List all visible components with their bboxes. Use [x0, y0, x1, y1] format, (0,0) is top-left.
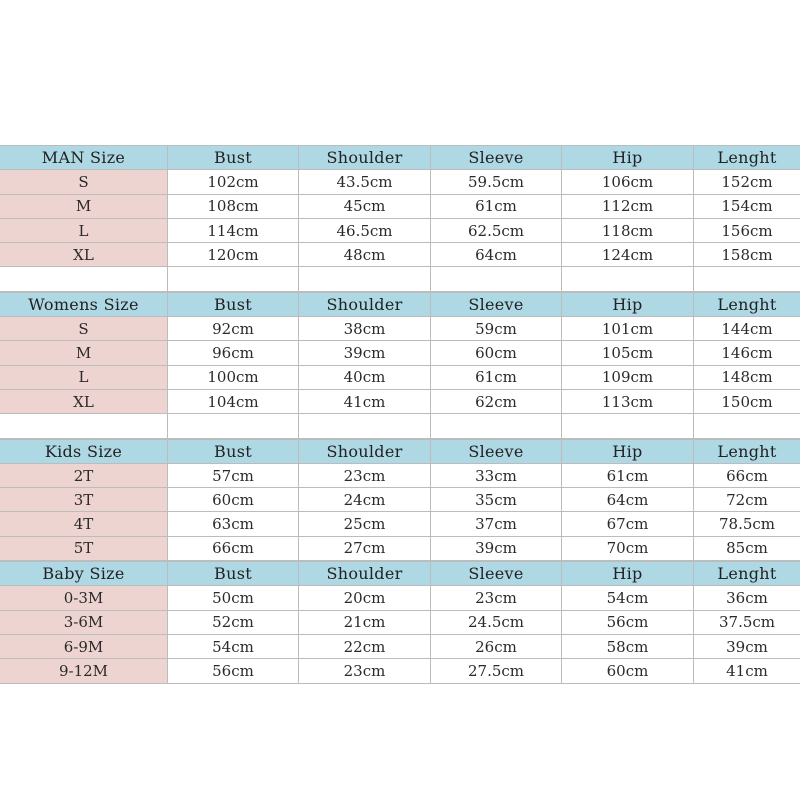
column-header-bust: Bust: [168, 293, 299, 317]
table-row: [0, 586, 800, 610]
column-header-hip: Hip: [562, 562, 694, 586]
bust-value: 114cm: [168, 219, 299, 243]
sleeve-value: 33cm: [431, 464, 562, 488]
empty-cell: [0, 267, 168, 291]
table-row: [0, 195, 800, 219]
section-title: Womens Size: [0, 293, 168, 317]
empty-cell: [299, 414, 431, 438]
bust-value: 52cm: [168, 611, 299, 635]
column-header-length: Lenght: [694, 293, 800, 317]
shoulder-value: 25cm: [299, 512, 431, 536]
hip-value: 61cm: [562, 464, 694, 488]
sleeve-value: 60cm: [431, 341, 562, 365]
length-value: 152cm: [694, 170, 800, 194]
shoulder-value: 24cm: [299, 488, 431, 512]
column-header-sleeve: Sleeve: [431, 440, 562, 464]
size-label: S: [0, 317, 168, 341]
hip-value: 118cm: [562, 219, 694, 243]
section-title: Kids Size: [0, 440, 168, 464]
length-value: 72cm: [694, 488, 800, 512]
shoulder-value: 21cm: [299, 611, 431, 635]
table-row: [0, 611, 800, 635]
size-label: 4T: [0, 512, 168, 536]
table-row: [0, 512, 800, 536]
bust-value: 92cm: [168, 317, 299, 341]
length-value: 146cm: [694, 341, 800, 365]
hip-value: 112cm: [562, 195, 694, 219]
section-womens: [0, 292, 800, 439]
sleeve-value: 59cm: [431, 317, 562, 341]
column-header-sleeve: Sleeve: [431, 562, 562, 586]
size-label: L: [0, 219, 168, 243]
bust-value: 50cm: [168, 586, 299, 610]
length-value: 39cm: [694, 635, 800, 659]
table-row: [0, 390, 800, 414]
column-header-shoulder: Shoulder: [299, 146, 431, 170]
section-kids: [0, 439, 800, 561]
size-label: 6-9M: [0, 635, 168, 659]
bust-value: 96cm: [168, 341, 299, 365]
length-value: 154cm: [694, 195, 800, 219]
empty-cell: [0, 414, 168, 438]
section-title: Baby Size: [0, 562, 168, 586]
header-row: [0, 145, 800, 170]
column-header-bust: Bust: [168, 146, 299, 170]
hip-value: 70cm: [562, 537, 694, 561]
hip-value: 113cm: [562, 390, 694, 414]
shoulder-value: 43.5cm: [299, 170, 431, 194]
column-header-sleeve: Sleeve: [431, 146, 562, 170]
length-value: 37.5cm: [694, 611, 800, 635]
column-header-length: Lenght: [694, 440, 800, 464]
shoulder-value: 23cm: [299, 464, 431, 488]
column-header-length: Lenght: [694, 562, 800, 586]
column-header-shoulder: Shoulder: [299, 293, 431, 317]
section-man: [0, 145, 800, 292]
sleeve-value: 59.5cm: [431, 170, 562, 194]
length-value: 158cm: [694, 243, 800, 267]
bust-value: 100cm: [168, 366, 299, 390]
bust-value: 108cm: [168, 195, 299, 219]
size-label: M: [0, 341, 168, 365]
size-label: 3T: [0, 488, 168, 512]
hip-value: 101cm: [562, 317, 694, 341]
sleeve-value: 27.5cm: [431, 659, 562, 683]
hip-value: 58cm: [562, 635, 694, 659]
length-value: 78.5cm: [694, 512, 800, 536]
empty-cell: [694, 414, 800, 438]
hip-value: 106cm: [562, 170, 694, 194]
bust-value: 54cm: [168, 635, 299, 659]
empty-cell: [431, 267, 562, 291]
sleeve-value: 37cm: [431, 512, 562, 536]
hip-value: 60cm: [562, 659, 694, 683]
table-row: [0, 537, 800, 561]
length-value: 85cm: [694, 537, 800, 561]
sleeve-value: 39cm: [431, 537, 562, 561]
shoulder-value: 27cm: [299, 537, 431, 561]
empty-cell: [562, 267, 694, 291]
bust-value: 102cm: [168, 170, 299, 194]
size-label: 9-12M: [0, 659, 168, 683]
size-label: 2T: [0, 464, 168, 488]
column-header-hip: Hip: [562, 440, 694, 464]
bust-value: 56cm: [168, 659, 299, 683]
shoulder-value: 39cm: [299, 341, 431, 365]
header-row: [0, 561, 800, 586]
spacer-row: [0, 414, 800, 438]
header-row: [0, 292, 800, 317]
shoulder-value: 40cm: [299, 366, 431, 390]
shoulder-value: 41cm: [299, 390, 431, 414]
sleeve-value: 35cm: [431, 488, 562, 512]
column-header-bust: Bust: [168, 440, 299, 464]
length-value: 36cm: [694, 586, 800, 610]
length-value: 66cm: [694, 464, 800, 488]
hip-value: 54cm: [562, 586, 694, 610]
size-label: S: [0, 170, 168, 194]
bust-value: 104cm: [168, 390, 299, 414]
column-header-shoulder: Shoulder: [299, 562, 431, 586]
sleeve-value: 61cm: [431, 195, 562, 219]
length-value: 148cm: [694, 366, 800, 390]
column-header-sleeve: Sleeve: [431, 293, 562, 317]
empty-cell: [694, 267, 800, 291]
size-label: M: [0, 195, 168, 219]
shoulder-value: 45cm: [299, 195, 431, 219]
column-header-bust: Bust: [168, 562, 299, 586]
column-header-shoulder: Shoulder: [299, 440, 431, 464]
table-row: [0, 341, 800, 365]
shoulder-value: 23cm: [299, 659, 431, 683]
spacer-row: [0, 267, 800, 291]
sleeve-value: 23cm: [431, 586, 562, 610]
table-row: [0, 243, 800, 267]
bust-value: 60cm: [168, 488, 299, 512]
column-header-hip: Hip: [562, 146, 694, 170]
hip-value: 124cm: [562, 243, 694, 267]
column-header-length: Lenght: [694, 146, 800, 170]
bust-value: 57cm: [168, 464, 299, 488]
size-label: XL: [0, 243, 168, 267]
section-title: MAN Size: [0, 146, 168, 170]
empty-cell: [299, 267, 431, 291]
shoulder-value: 22cm: [299, 635, 431, 659]
length-value: 150cm: [694, 390, 800, 414]
length-value: 156cm: [694, 219, 800, 243]
size-label: 5T: [0, 537, 168, 561]
column-header-hip: Hip: [562, 293, 694, 317]
empty-cell: [168, 267, 299, 291]
section-baby: [0, 561, 800, 683]
shoulder-value: 20cm: [299, 586, 431, 610]
shoulder-value: 38cm: [299, 317, 431, 341]
hip-value: 64cm: [562, 488, 694, 512]
hip-value: 56cm: [562, 611, 694, 635]
sleeve-value: 62.5cm: [431, 219, 562, 243]
hip-value: 105cm: [562, 341, 694, 365]
table-row: [0, 464, 800, 488]
table-row: [0, 170, 800, 194]
shoulder-value: 48cm: [299, 243, 431, 267]
table-row: [0, 488, 800, 512]
bust-value: 63cm: [168, 512, 299, 536]
hip-value: 109cm: [562, 366, 694, 390]
size-chart-table: [0, 145, 800, 684]
sleeve-value: 62cm: [431, 390, 562, 414]
table-row: [0, 366, 800, 390]
header-row: [0, 439, 800, 464]
size-label: 0-3M: [0, 586, 168, 610]
table-row: [0, 317, 800, 341]
table-row: [0, 219, 800, 243]
empty-cell: [431, 414, 562, 438]
sleeve-value: 64cm: [431, 243, 562, 267]
length-value: 144cm: [694, 317, 800, 341]
sleeve-value: 24.5cm: [431, 611, 562, 635]
size-label: XL: [0, 390, 168, 414]
empty-cell: [562, 414, 694, 438]
size-label: 3-6M: [0, 611, 168, 635]
sleeve-value: 61cm: [431, 366, 562, 390]
bust-value: 66cm: [168, 537, 299, 561]
table-row: [0, 659, 800, 683]
sleeve-value: 26cm: [431, 635, 562, 659]
length-value: 41cm: [694, 659, 800, 683]
hip-value: 67cm: [562, 512, 694, 536]
bust-value: 120cm: [168, 243, 299, 267]
size-label: L: [0, 366, 168, 390]
empty-cell: [168, 414, 299, 438]
table-row: [0, 635, 800, 659]
shoulder-value: 46.5cm: [299, 219, 431, 243]
